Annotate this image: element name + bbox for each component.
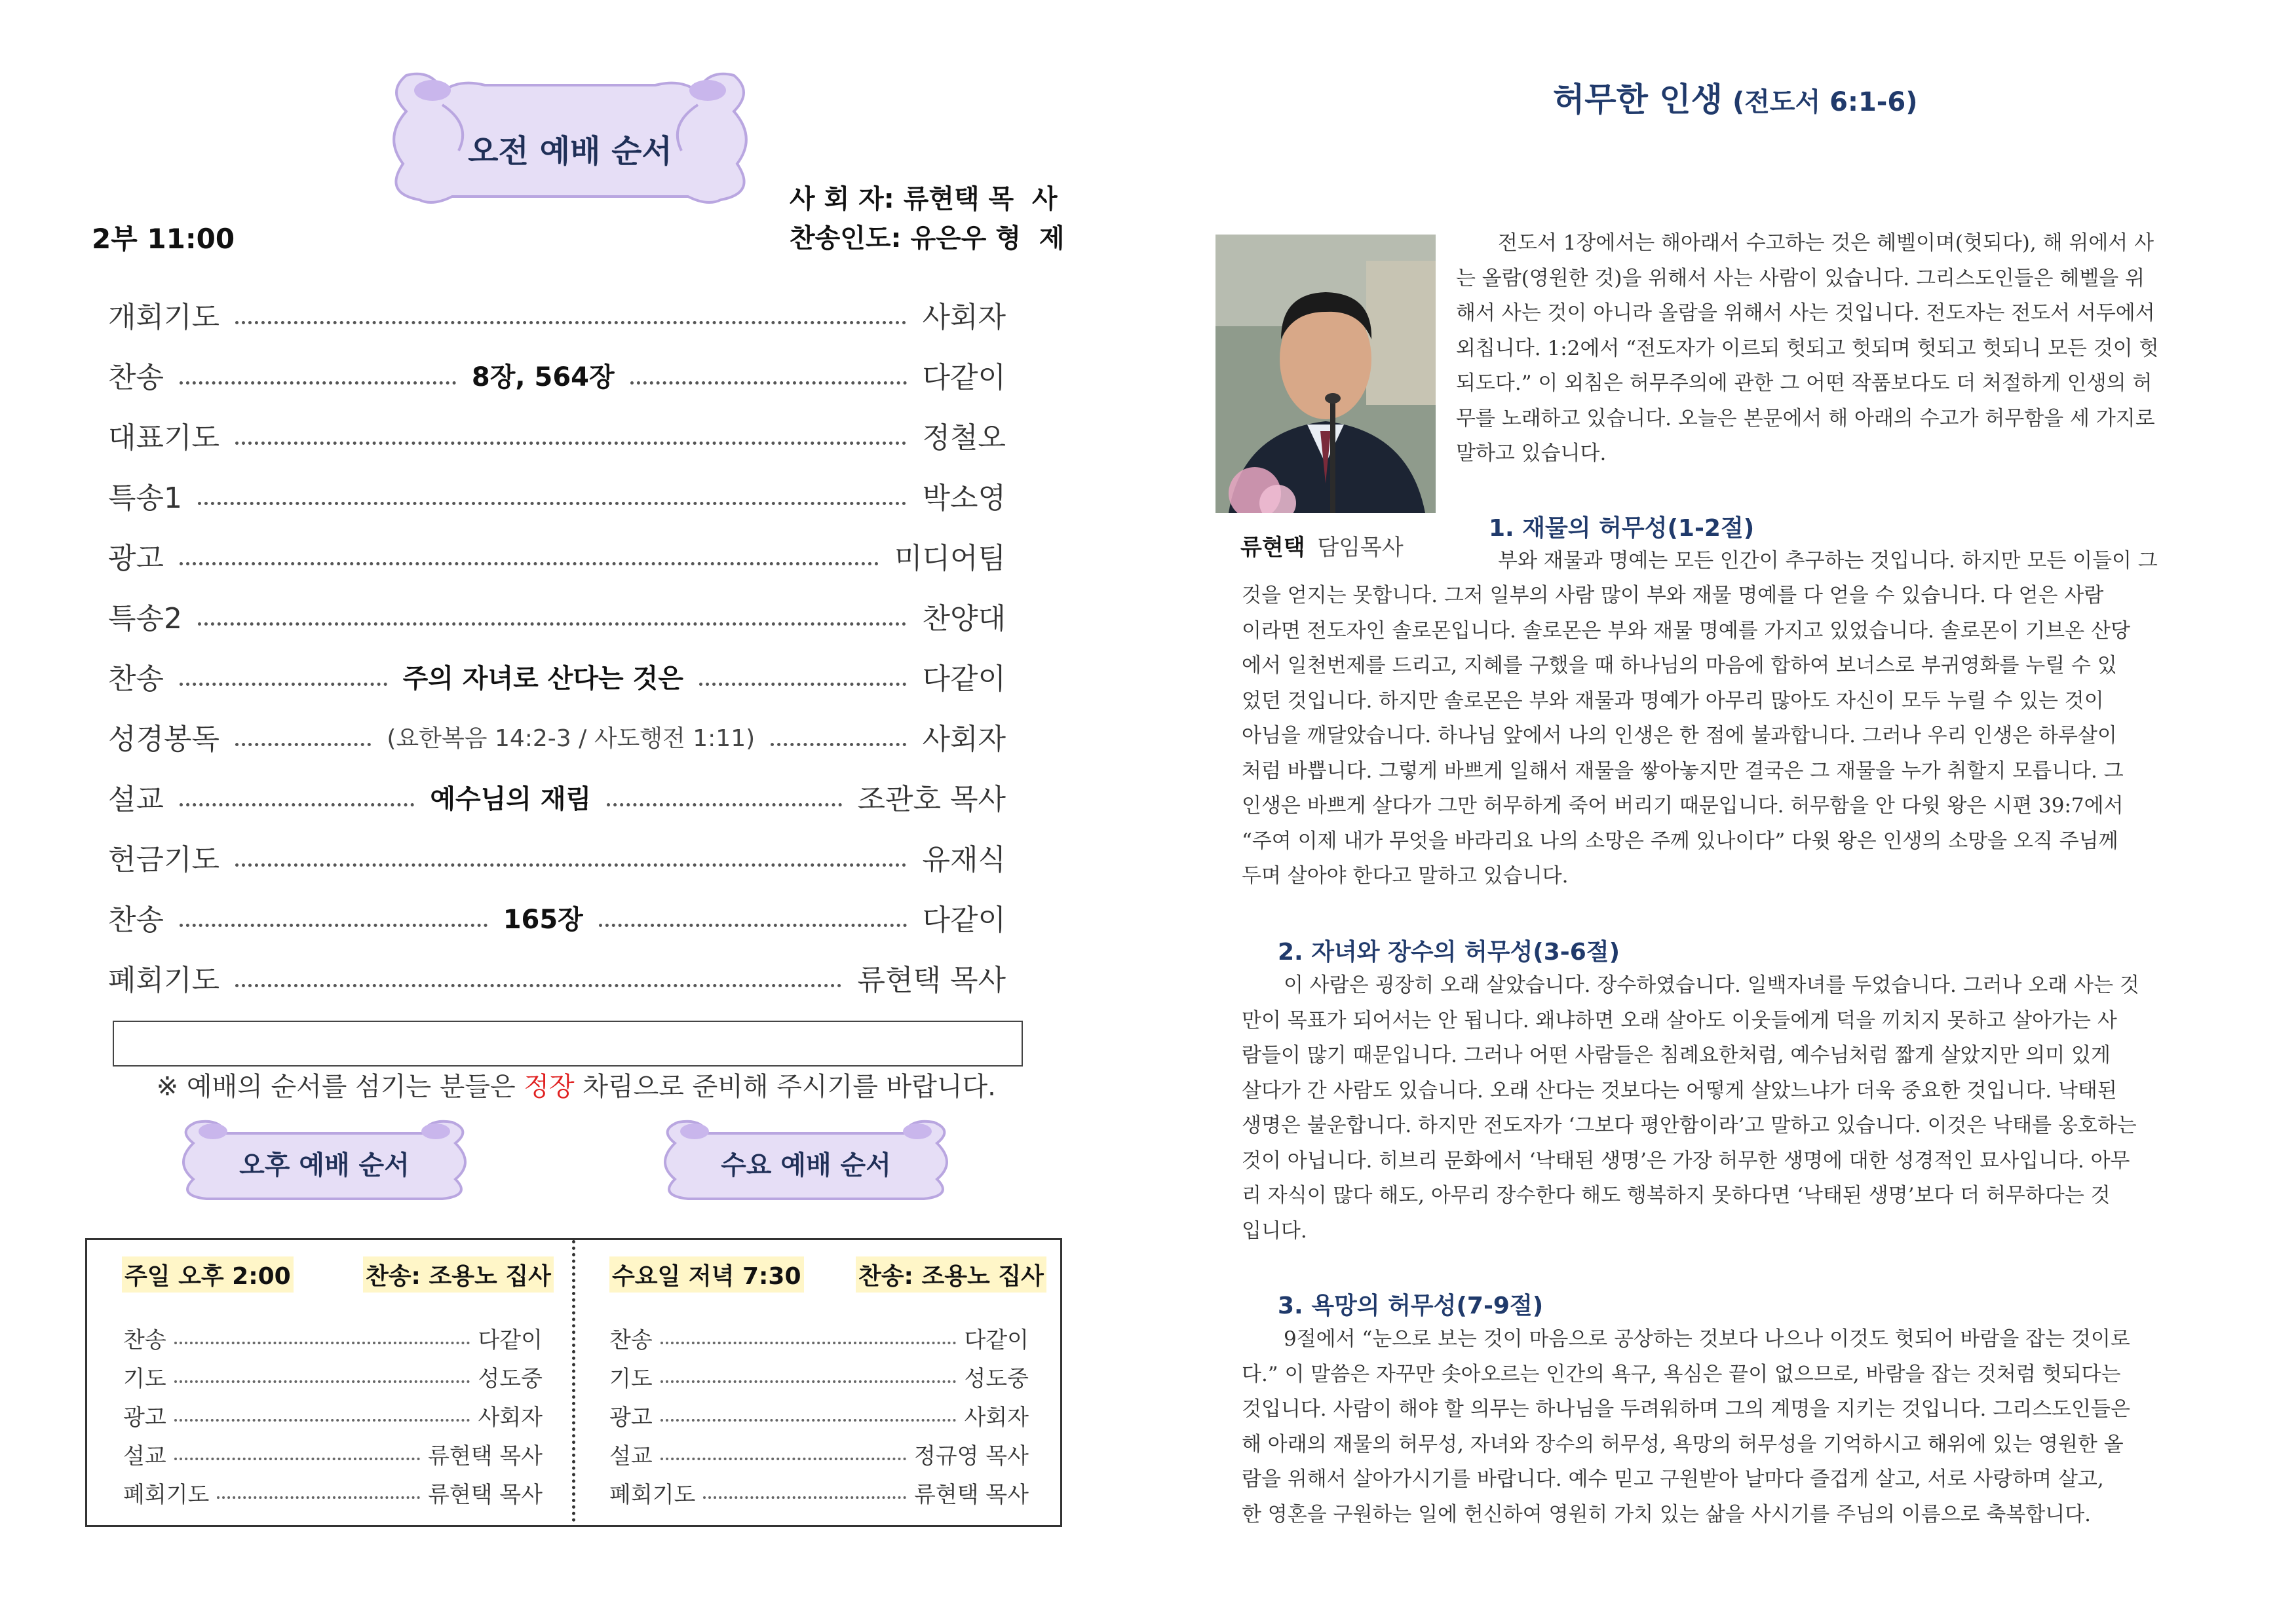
sermon-title-text: 허무한 인생 <box>1553 81 1723 119</box>
order-who: 미디어팀 <box>894 542 1006 575</box>
order-who: 박소영 <box>922 482 1006 515</box>
order-middle: 8장, 564장 <box>471 362 615 392</box>
list-item <box>123 1319 543 1356</box>
dot-leader <box>180 562 879 565</box>
dot-leader <box>235 321 906 324</box>
dot-leader <box>599 924 907 927</box>
text-line: 리 자식이 많다 해도, 아무리 장수한다 해도 행복하지 못하다면 ‘낙태된 생명’보다 더 허무하다는 것 <box>1242 1184 2111 1207</box>
dot-leader <box>174 1458 420 1460</box>
dot-leader <box>180 803 414 806</box>
afternoon-song: 찬송: 조용노 집사 <box>363 1256 554 1293</box>
order-who: 류현택 목사 <box>857 964 1006 997</box>
dot-leader <box>607 803 841 806</box>
text-line: 인생은 바쁘게 살다가 그만 허무하게 죽어 버리기 때문입니다. 허무함을 안 다윗 왕은 시편 39:7에서 <box>1242 794 2124 818</box>
text-line: 었던 것입니다. 하지만 솔로몬은 부와 재물과 명예가 아무리 많아도 자신이 모두 누릴 수 있는 것이 <box>1242 689 2104 713</box>
morning-title: 오전 예배 순서 <box>468 133 672 170</box>
text-line: 무를 노래하고 있습니다. 오늘은 본문에서 해 아래의 수고가 허무함을 세 가지로 <box>1456 406 2155 430</box>
text-line: 전도서 1장에서는 해아래서 수고하는 것은 헤벨이며(헛되다), 해 위에서 사 <box>1498 231 2154 255</box>
text-line: 입니다. <box>1242 1218 1307 1243</box>
order-label: 헌금기도 <box>108 843 220 877</box>
pastor-caption <box>1240 529 1404 561</box>
section-heading: 2. 자녀와 장수의 허무성(3-6절) <box>1278 939 1620 966</box>
order-label: 광고 <box>108 542 164 575</box>
morning-title-banner <box>380 66 760 206</box>
order-row <box>108 770 1006 823</box>
sermon-intro <box>1456 226 2231 472</box>
text-line: “주여 이제 내가 무엇을 바라리요 나의 소망은 주께 있나이다” 다윗 왕은 인생의 소망을 오직 주님께 <box>1242 829 2118 853</box>
item-label: 기도 <box>609 1365 653 1392</box>
notice-highlight: 정장 <box>524 1072 575 1102</box>
text-line: 다.” 이 말씀은 자꾸만 솟아오르는 인간의 욕구, 욕심은 끝이 없으므로, 바람을 잡는 것처럼 헛되다는 <box>1242 1362 2121 1386</box>
order-who: 유재식 <box>922 843 1006 877</box>
dot-leader <box>771 743 906 746</box>
item-who: 다같이 <box>964 1327 1029 1353</box>
list-item <box>609 1319 1029 1356</box>
order-row <box>108 288 1006 341</box>
text-line: 되도다.” 이 외침은 허무주의에 관한 그 어떤 작품보다도 더 처절하게 인생의 허 <box>1456 371 2152 395</box>
dot-leader <box>660 1458 906 1460</box>
dot-leader <box>180 381 456 385</box>
wednesday-title-banner <box>655 1117 957 1202</box>
text-line: 에서 일천번제를 드리고, 지혜를 구했을 때 하나님의 마음에 합하여 보너스로 부귀영화를 누릴 수 있 <box>1242 654 2117 677</box>
item-label: 찬송 <box>609 1327 653 1353</box>
text-line: 것을 얻지는 못합니다. 그저 일부의 사람 많이 부와 재물 명예를 다 얻을 수 있습니다. 다 얻은 사람 <box>1242 584 2104 607</box>
wednesday-title: 수요 예배 순서 <box>721 1150 891 1180</box>
order-who: 다같이 <box>922 361 1006 394</box>
dot-leader <box>699 683 907 686</box>
dot-leader <box>180 924 488 927</box>
dot-leader <box>174 1380 470 1383</box>
pastor-photo <box>1215 235 1436 513</box>
list-item <box>123 1358 543 1395</box>
order-who: 사회자 <box>922 723 1006 756</box>
item-label: 기도 <box>123 1365 166 1392</box>
text-line: 살다가 간 사람도 있습니다. 오래 산다는 것보다는 어떻게 살았느냐가 더욱 중요한 것입니다. 낙태된 <box>1242 1078 2117 1103</box>
list-item <box>609 1397 1029 1433</box>
order-row <box>108 891 1006 943</box>
service-time: 2부 11:00 <box>92 223 235 255</box>
list-item <box>609 1358 1029 1395</box>
dot-leader <box>660 1380 957 1383</box>
order-middle: 165장 <box>503 904 583 935</box>
list-item <box>609 1435 1029 1472</box>
text-line: 처럼 바쁩니다. 그렇게 바쁘게 일해서 재물을 쌓아놓지만 결국은 그 재물을 누가 취할지 모릅니다. 그 <box>1242 759 2124 783</box>
pastor-portrait-icon <box>1215 235 1436 513</box>
item-who: 정규영 목사 <box>913 1443 1029 1469</box>
order-row <box>108 831 1006 883</box>
list-item <box>123 1397 543 1433</box>
presider-line: 사 회 자: 류현택 목 사 <box>790 184 1058 214</box>
order-row <box>108 951 1006 1004</box>
text-line: 해 아래의 재물의 허무성, 자녀와 장수의 허무성, 욕망의 허무성을 기억하시고 해위에 있는 영원한 올 <box>1242 1432 2124 1456</box>
text-line: 말하고 있습니다. <box>1456 442 1607 465</box>
dot-leader <box>198 622 906 626</box>
section1-body <box>1242 578 2231 894</box>
dot-leader <box>174 1342 470 1344</box>
dot-leader <box>174 1419 470 1422</box>
order-row <box>108 650 1006 702</box>
item-label: 폐회기도 <box>609 1481 696 1508</box>
afternoon-title-banner <box>174 1117 475 1202</box>
order-row <box>108 529 1006 582</box>
text-line: 람들이 많기 때문입니다. 그러나 어떤 사람들은 침례요한처럼, 예수님처럼 짧게 살았지만 의미 있게 <box>1242 1044 2111 1067</box>
text-line: 외칩니다. 1:2에서 “전도자가 이르되 헛되고 헛되며 헛되고 헛되니 모든 것이 헛 <box>1456 336 2159 360</box>
item-label: 찬송 <box>123 1327 166 1353</box>
afternoon-time: 주일 오후 2:00 <box>122 1256 294 1293</box>
afternoon-title: 오후 예배 순서 <box>239 1150 410 1180</box>
order-row <box>108 710 1006 763</box>
list-item <box>123 1474 543 1511</box>
item-label: 광고 <box>123 1404 166 1431</box>
item-who: 다같이 <box>478 1327 543 1353</box>
text-line: 만이 목표가 되어서는 안 됩니다. 왜냐하면 오래 살아도 이웃들에게 덕을 끼치지 못하고 살아가는 사 <box>1242 1008 2117 1032</box>
order-who: 찬양대 <box>922 602 1006 635</box>
order-label: 개회기도 <box>108 301 220 334</box>
dot-leader <box>630 381 907 385</box>
pastor-name: 류현택 <box>1240 535 1305 561</box>
order-label: 특송2 <box>108 602 183 635</box>
order-who: 다같이 <box>922 903 1006 937</box>
text-line: 람을 위해서 살아가시기를 바랍니다. 예수 믿고 구원받아 날마다 즐겁게 살고, 서로 사랑하며 살고, <box>1242 1467 2104 1491</box>
order-label: 폐회기도 <box>108 964 220 997</box>
dot-leader <box>180 683 387 686</box>
item-who: 성도중 <box>964 1365 1029 1392</box>
item-who: 성도중 <box>478 1365 543 1392</box>
text-line: 이 사람은 굉장히 오래 살았습니다. 장수하였습니다. 일백자녀를 두었습니다. 그러나 오래 사는 것 <box>1284 973 2139 997</box>
notice-text: ※ 예배의 순서를 섬기는 분들은 <box>156 1072 524 1102</box>
text-line: 것입니다. 사람이 해야 할 의무는 하나님을 두려워하며 그의 계명을 지키는 것입니다. 그리스도인들은 <box>1242 1397 2130 1421</box>
order-label: 특송1 <box>108 482 183 515</box>
order-who: 사회자 <box>922 301 1006 334</box>
dot-leader <box>703 1496 906 1499</box>
table-divider <box>572 1240 575 1522</box>
dot-leader <box>235 984 841 987</box>
dot-leader <box>198 502 906 505</box>
wednesday-time: 수요일 저녁 7:30 <box>609 1256 804 1293</box>
sermon-reference: (전도서 6:1-6) <box>1732 87 1918 117</box>
list-item <box>609 1474 1029 1511</box>
order-label: 찬송 <box>108 361 164 394</box>
item-label: 설교 <box>123 1443 166 1469</box>
order-label: 찬송 <box>108 903 164 937</box>
section-heading: 1. 재물의 허무성(1-2절) <box>1489 515 1755 542</box>
item-label: 설교 <box>609 1443 653 1469</box>
order-who: 다같이 <box>922 662 1006 696</box>
section3-body <box>1242 1322 2231 1532</box>
order-middle: (요한복음 14:2-3 / 사도행전 1:11) <box>387 725 756 752</box>
dot-leader <box>660 1419 957 1422</box>
order-label: 성경봉독 <box>108 723 220 756</box>
dot-leader <box>235 863 906 867</box>
list-item <box>123 1435 543 1472</box>
order-row <box>108 590 1006 642</box>
order-middle: 예수님의 재림 <box>430 784 592 814</box>
dot-leader <box>660 1342 957 1344</box>
section-heading: 3. 욕망의 허무성(7-9절) <box>1278 1293 1544 1319</box>
section1-first-line: 부와 재물과 명예는 모든 인간이 추구하는 것입니다. 하지만 모든 이들이 그 <box>1498 549 2158 573</box>
order-label: 설교 <box>108 783 164 816</box>
order-who: 조관호 목사 <box>857 783 1006 816</box>
item-who: 류현택 목사 <box>427 1481 543 1508</box>
text-line: 두며 살아야 한다고 말하고 있습니다. <box>1242 864 1569 888</box>
item-who: 류현택 목사 <box>913 1481 1029 1508</box>
song-leader-line: 찬송인도: 유은우 형 제 <box>790 223 1065 254</box>
order-middle: 주의 자녀로 산다는 것은 <box>402 663 683 694</box>
item-label: 광고 <box>609 1404 653 1431</box>
order-row <box>108 469 1006 521</box>
text-line: 9절에서 “눈으로 보는 것이 마음으로 공상하는 것보다 나으나 이것도 헛되어 바람을 잡는 것이로 <box>1284 1327 2130 1351</box>
text-line: 는 올람(영원한 것)을 위해서 사는 사람이 있습니다. 그리스도인들은 헤벨을 위 <box>1456 266 2145 290</box>
item-who: 류현택 목사 <box>427 1443 543 1469</box>
text-line: 한 영혼을 구원하는 일에 헌신하여 영원히 가치 있는 삶을 사시기를 주님의 이름으로 축복합니다. <box>1242 1502 2091 1526</box>
text-line: 것이 아닙니다. 히브리 문화에서 ‘낙태된 생명’은 가장 허무한 생명에 대한 성경적인 묘사입니다. 아무 <box>1242 1148 2130 1173</box>
item-who: 사회자 <box>964 1404 1029 1431</box>
text-line: 아님을 깨달았습니다. 하나님 앞에서 나의 인생은 한 점에 불과합니다. 그러나 우리 인생은 하루살이 <box>1242 724 2117 747</box>
item-label: 폐회기도 <box>123 1481 210 1508</box>
order-row <box>108 349 1006 401</box>
order-label: 대표기도 <box>108 421 220 455</box>
dot-leader <box>235 743 371 746</box>
order-who: 정철오 <box>922 421 1006 455</box>
text-line: 이라면 전도자인 솔로몬입니다. 솔로몬은 부와 재물 명예를 가지고 있었습니다. 솔로몬이 기브온 산당 <box>1242 618 2130 643</box>
notice-box <box>113 1021 1023 1102</box>
dot-leader <box>235 442 906 445</box>
dot-leader <box>217 1496 420 1499</box>
text-line: 생명은 불운합니다. 하지만 전도자가 ‘그보다 평안함이라’고 말하고 있습니다. 이것은 낙태를 옹호하는 <box>1242 1114 2137 1137</box>
section2-body <box>1242 968 2231 1249</box>
wednesday-song: 찬송: 조용노 집사 <box>856 1256 1046 1293</box>
order-row <box>108 409 1006 461</box>
text-line: 해서 사는 것이 아니라 올람을 위해서 사는 것입니다. 전도자는 전도서 서두에서 <box>1456 301 2155 325</box>
order-label: 찬송 <box>108 662 164 696</box>
sermon-title <box>1553 73 1918 121</box>
item-who: 사회자 <box>478 1404 543 1431</box>
notice-text-end: 차림으로 준비해 주시기를 바랍니다. <box>574 1072 996 1102</box>
pastor-role: 담임목사 <box>1317 535 1404 561</box>
